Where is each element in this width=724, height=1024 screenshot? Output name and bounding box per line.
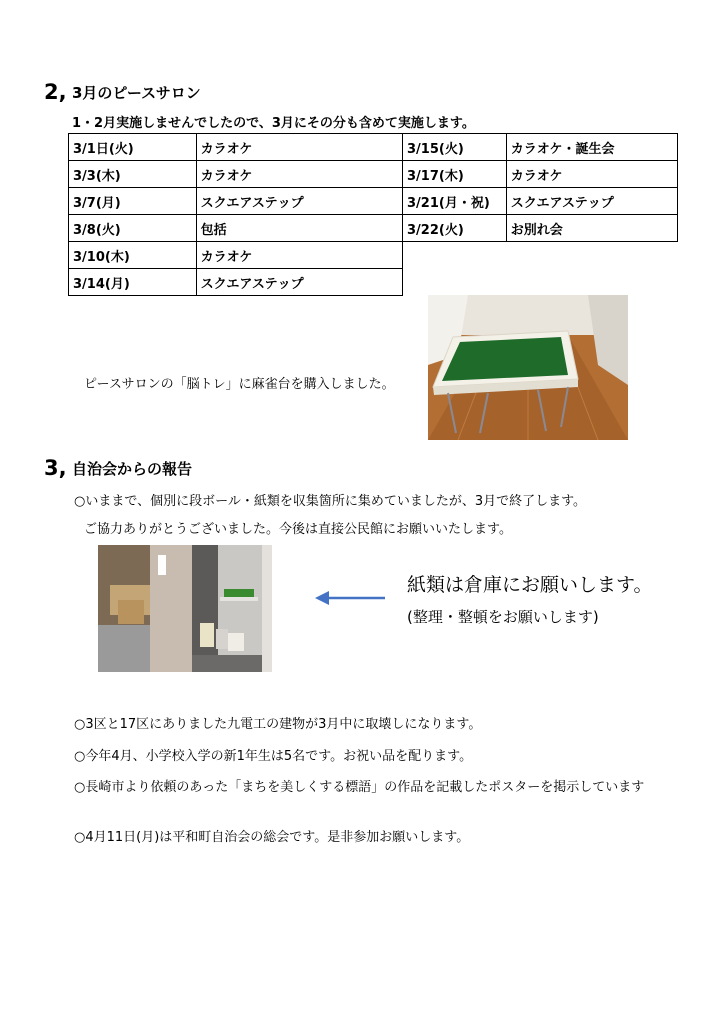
storage-shed-photo [98,545,272,672]
schedule-event: カラオケ・誕生会 [506,134,677,161]
left-arrow-icon [313,588,387,608]
schedule-event: スクエアステップ [506,188,677,215]
schedule-event: カラオケ [196,242,402,269]
schedule-date: 3/17(木) [403,161,507,188]
storage-callout: 紙類は倉庫にお願いします。 [407,574,653,596]
schedule-event: カラオケ [196,134,402,161]
report-item: ○3区と17区にありました九電工の建物が3月中に取壊しになります。 [74,717,482,732]
report-item: ○長崎市より依頼のあった「まちを美しくする標語」の作品を記載したポスターを掲示しています [74,780,645,795]
table-row [403,188,678,215]
schedule-event: カラオケ [506,161,677,188]
schedule-date: 3/10(木) [69,242,197,269]
section-2-note: 1・2月実施しませんでしたので、3月にその分も含めて実施します。 [72,116,475,131]
table-row [69,161,403,188]
section-3-number: 3, [44,456,67,480]
report-item-1-line-2: ご協力ありがとうございました。今後は直接公民館にお願いいたします。 [84,522,512,537]
section-2-number: 2, [44,80,67,104]
section-2-title: 3月のピースサロン [72,84,201,102]
report-item-1-line-1: ○いままで、個別に段ボール・紙類を収集箇所に集めていましたが、3月で終了します。 [74,494,587,509]
table-row [69,269,403,296]
schedule-date: 3/14(月) [69,269,197,296]
schedule-table-left [68,133,403,296]
schedule-table-right [402,133,678,242]
schedule-date: 3/8(火) [69,215,197,242]
schedule-event: お別れ会 [506,215,677,242]
table-row [403,215,678,242]
mahjong-caption: ピースサロンの「脳トレ」に麻雀台を購入しました。 [84,377,395,392]
mahjong-table-photo [428,295,628,440]
section-3-title: 自治会からの報告 [72,460,193,478]
table-row [403,161,678,188]
schedule-date: 3/7(月) [69,188,197,215]
schedule-date: 3/1日(火) [69,134,197,161]
schedule-event: スクエアステップ [196,188,402,215]
table-row [69,215,403,242]
schedule-date: 3/3(木) [69,161,197,188]
schedule-date: 3/22(火) [403,215,507,242]
report-item: ○今年4月、小学校入学の新1年生は5名です。お祝い品を配ります。 [74,749,473,764]
table-row [69,242,403,269]
schedule-event: スクエアステップ [196,269,402,296]
report-item: ○4月11日(月)は平和町自治会の総会です。是非参加お願いします。 [74,830,470,845]
schedule-event: 包括 [196,215,402,242]
table-row [403,134,678,161]
storage-callout-sub: (整理・整頓をお願いします) [407,608,599,626]
schedule-event: カラオケ [196,161,402,188]
schedule-date: 3/21(月・祝) [403,188,507,215]
schedule-date: 3/15(火) [403,134,507,161]
table-row [69,188,403,215]
table-row [69,134,403,161]
